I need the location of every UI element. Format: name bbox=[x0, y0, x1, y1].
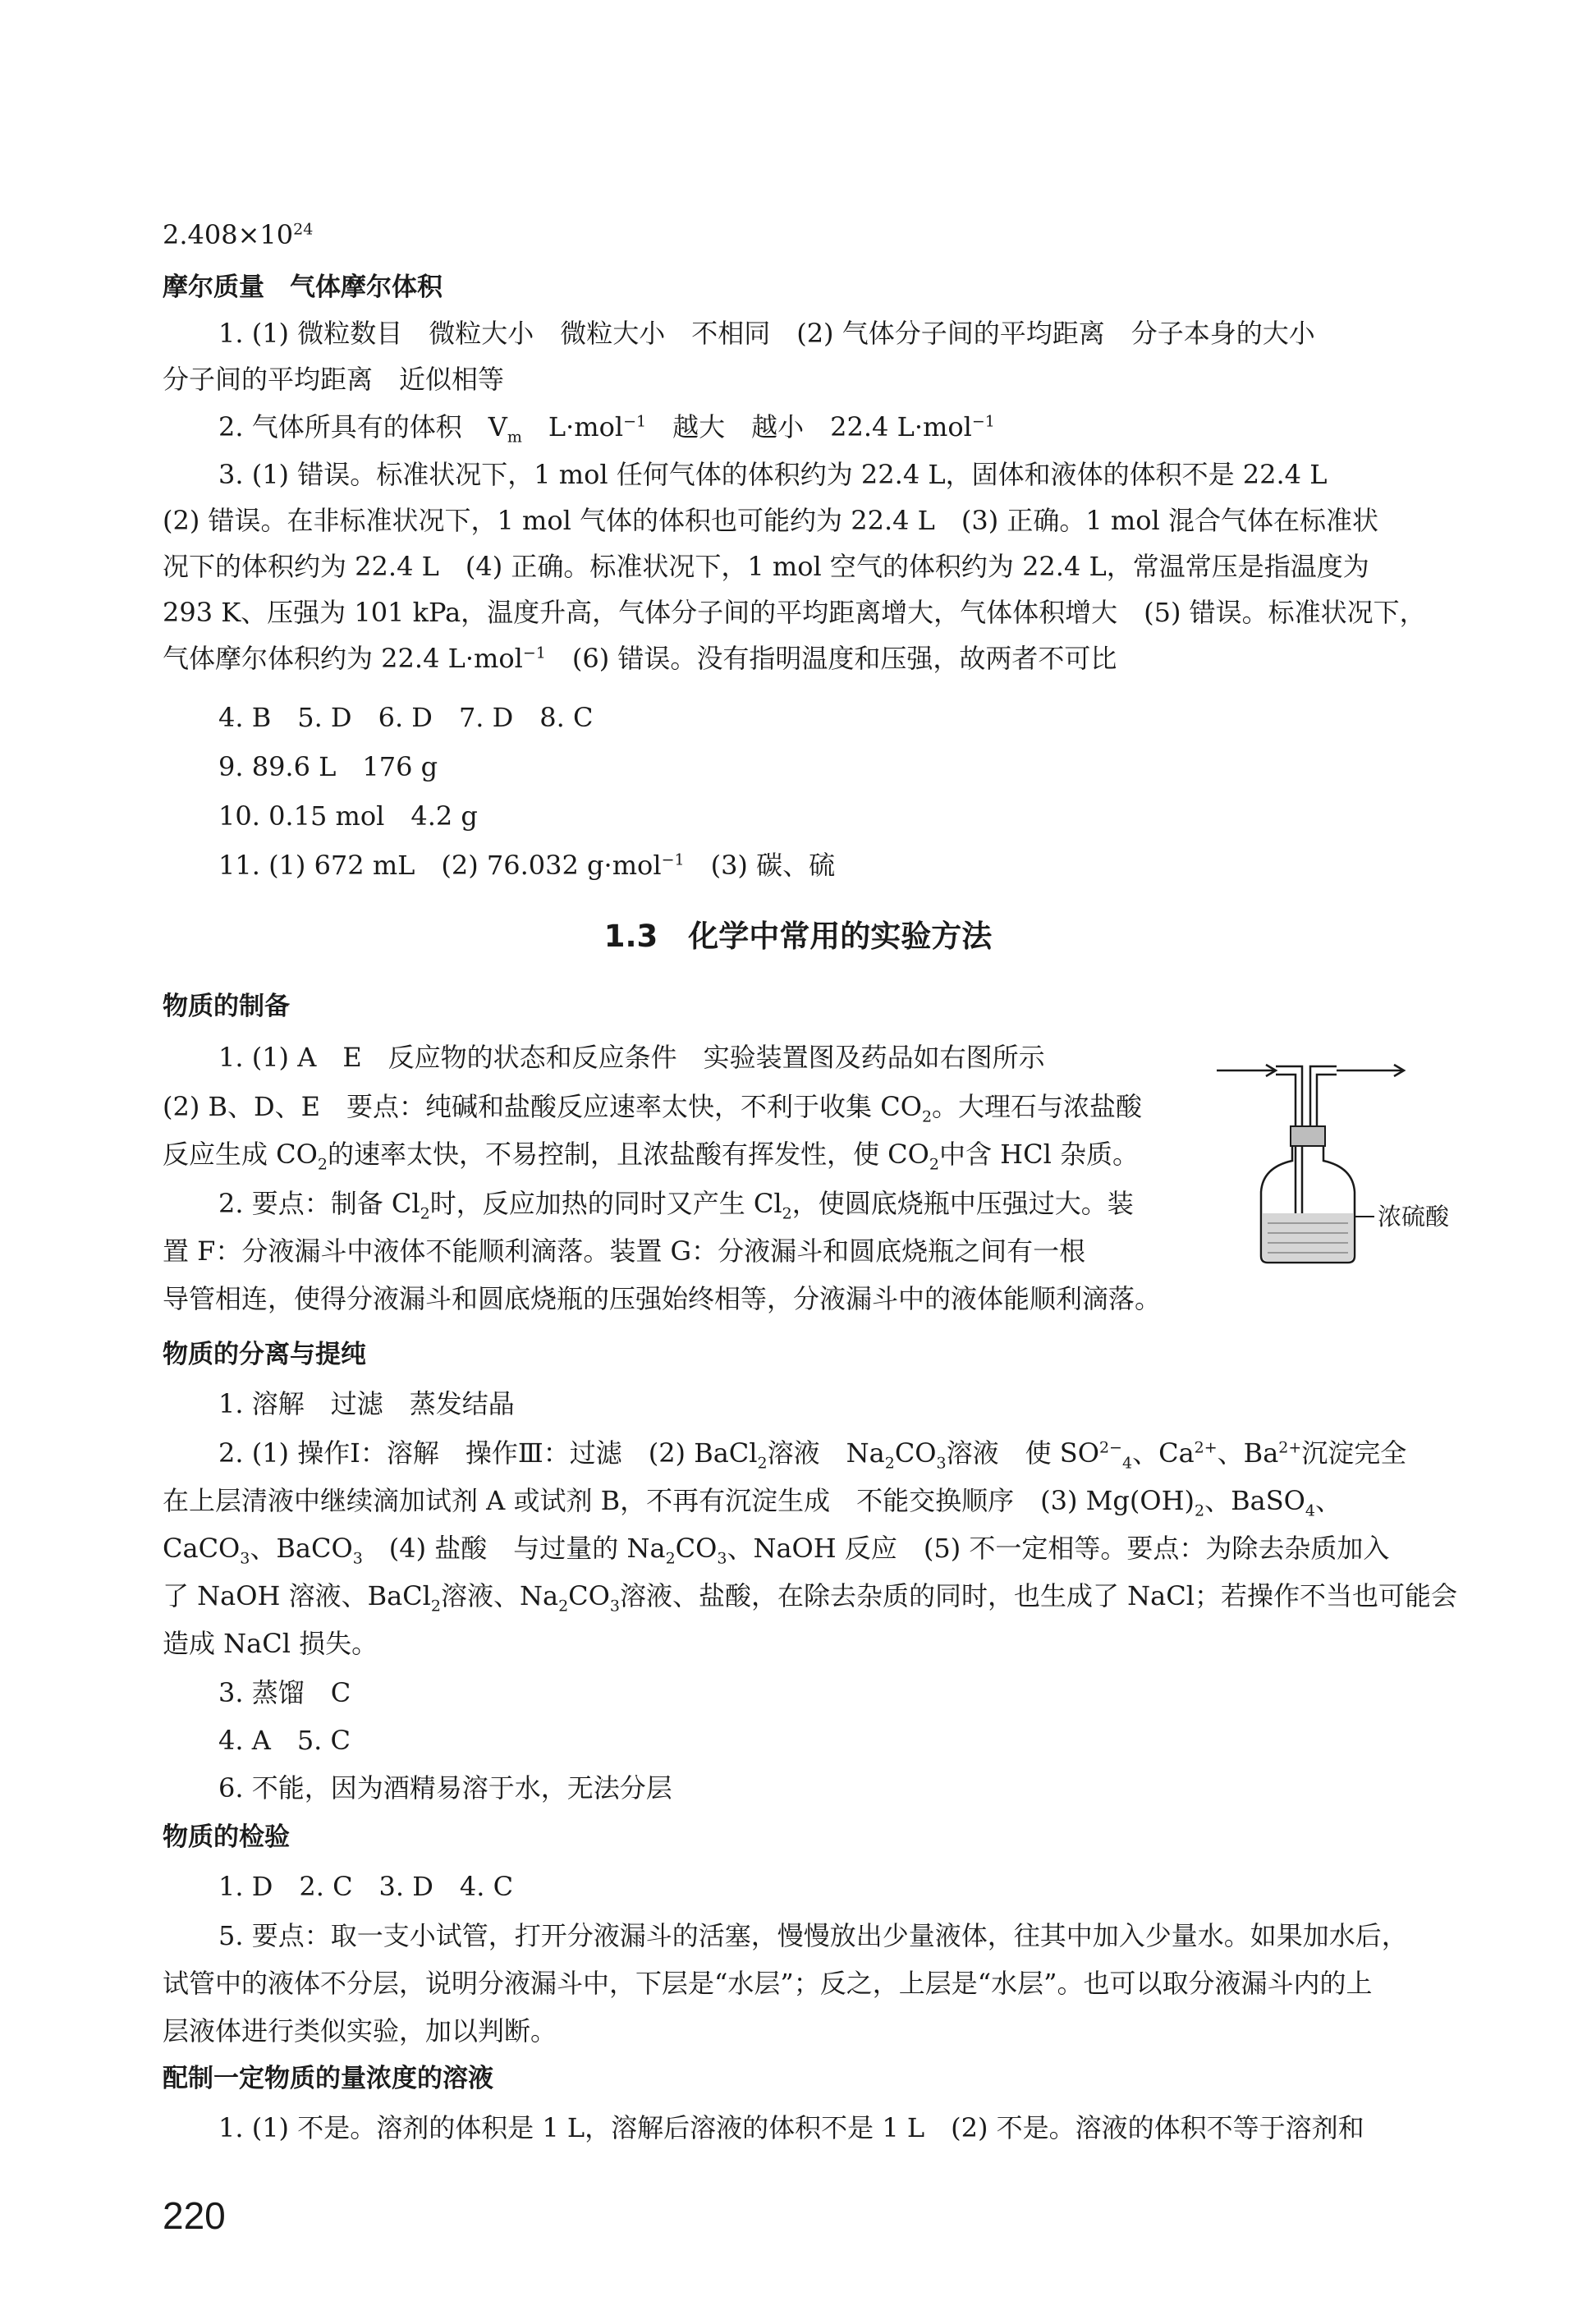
answer-1-line1: 1. (1) 微粒数目 微粒大小 微粒大小 不相同 (2) 气体分子间的平均距离 分子本身的大小 bbox=[218, 318, 1315, 349]
sep-answer-4-5: 4. A 5. C bbox=[218, 1725, 351, 1756]
sep-answer-2-line2: 在上层清液中继续滴加试剂 A 或试剂 B，不再有沉淀生成 不能交换顺序 (3) $Mg(OH)_2$、BaSO$_4$、 bbox=[163, 1485, 1341, 1520]
arrow-out bbox=[1337, 1065, 1404, 1076]
answer-10: 10. 0.15 mol 4.2 g bbox=[218, 800, 478, 832]
prep-line3: 反应生成 $CO_2$的速率太快，不易控制，且浓盐酸有挥发性，使 $CO_2$中含 HCl 杂质。 bbox=[163, 1139, 1139, 1174]
prep-line2: (2) B、D、E 要点：纯碱和盐酸反应速率太快，不利于收集 $CO_2$。大理石与浓盐酸 bbox=[163, 1091, 1143, 1126]
heading-separation: 物质的分离与提纯 bbox=[163, 1340, 366, 1369]
heading-preparation: 物质的制备 bbox=[163, 992, 290, 1021]
heading-solution: 配制一定物质的量浓度的溶液 bbox=[163, 2064, 493, 2093]
answer-9: 9. 89.6 L 176 g bbox=[218, 751, 438, 782]
prep-line6: 导管相连，使得分液漏斗和圆底烧瓶的压强始终相等，分液漏斗中的液体能顺利滴落。 bbox=[163, 1283, 1162, 1314]
sep-answer-2-line1: 2. (1) 操作Ⅰ：溶解 操作Ⅲ：过滤 (2) BaCl$_2$溶液 $Na_2CO_3$溶液 使 $SO^{2-}_4$、$Ca^{2+}$、$Ba^{2+}$沉淀完全 bbox=[218, 1437, 1407, 1473]
sep-answer-2-line4: 了 NaOH 溶液、BaCl$_2$溶液、$Na_2CO_3$溶液、盐酸，在除去杂质的同时，也生成了 NaCl；若操作不当也可能会 bbox=[163, 1580, 1457, 1616]
stopper bbox=[1291, 1126, 1325, 1146]
answer-3-line5: 气体摩尔体积约为 22.4 L·mol$^{-1}$ (6) 错误。没有指明温度和压强，故两者不可比 bbox=[163, 643, 1117, 674]
answer-11: 11. (1) 672 mL (2) 76.032 g·mol$^{-1}$ (3) 碳、硫 bbox=[218, 850, 836, 881]
test-answer-1-4: 1. D 2. C 3. D 4. C bbox=[218, 1871, 514, 1902]
gas-washing-bottle-figure bbox=[1213, 1052, 1476, 1274]
sep-answer-2-line5: 造成 NaCl 损失。 bbox=[163, 1628, 378, 1659]
answer-4-8: 4. B 5. D 6. D 7. D 8. C bbox=[218, 702, 594, 733]
heading-testing: 物质的检验 bbox=[163, 1822, 290, 1852]
test-answer-5-line2: 试管中的液体不分层，说明分液漏斗中，下层是“水层”；反之，上层是“水层”。也可以取分液漏斗内的上 bbox=[163, 1968, 1373, 1999]
answer-3-line1: 3. (1) 错误。标准状况下，1 mol 任何气体的体积约为 22.4 L，固体和液体的体积不是 22.4 L bbox=[218, 459, 1328, 490]
prep-line4: 2. 要点：制备 $Cl_2$时，反应加热的同时又产生 $Cl_2$，使圆底烧瓶中压强过大。装 bbox=[218, 1188, 1134, 1223]
heading-molar-mass: 摩尔质量 气体摩尔体积 bbox=[163, 273, 443, 302]
answer-3-line4: 293 K、压强为 101 kPa，温度升高，气体分子间的平均距离增大，气体体积增大 (5) 错误。标准状况下， bbox=[163, 597, 1426, 628]
figure-label: 浓硫酸 bbox=[1378, 1203, 1450, 1231]
answer-3-line2: (2) 错误。在非标准状况下，1 mol 气体的体积也可能约为 22.4 L (3) 正确。1 mol 混合气体在标准状 bbox=[163, 505, 1378, 536]
prep-line1: 1. (1) A E 反应物的状态和反应条件 实验装置图及药品如右图所示 bbox=[218, 1042, 1045, 1073]
answer-1-line2: 分子间的平均距离 近似相等 bbox=[163, 364, 505, 395]
sep-answer-2-line3: CaCO$_3$、BaCO$_3$ (4) 盐酸 与过量的 $Na_2CO_3$、NaOH 反应 (5) 不一定相等。要点：为除去杂质加入 bbox=[163, 1533, 1390, 1568]
test-answer-5-line3: 层液体进行类似实验，加以判断。 bbox=[163, 2015, 557, 2047]
liquid-acid bbox=[1263, 1213, 1353, 1261]
continued-answer: $2.408\times 10^{24}$ bbox=[163, 219, 314, 250]
answer-3-line3: 况下的体积约为 22.4 L (4) 正确。标准状况下，1 mol 空气的体积约为 22.4 L，常温常压是指温度为 bbox=[163, 551, 1369, 582]
section-title: 1.3 化学中常用的实验方法 bbox=[603, 919, 993, 954]
sep-answer-1: 1. 溶解 过滤 蒸发结晶 bbox=[218, 1388, 515, 1419]
sol-answer-1-line1: 1. (1) 不是。溶剂的体积是 1 L，溶解后溶液的体积不是 1 L (2) 不是。溶液的体积不等于溶剂和 bbox=[218, 2112, 1364, 2143]
arrow-in bbox=[1217, 1065, 1276, 1076]
sep-answer-6: 6. 不能，因为酒精易溶于水，无法分层 bbox=[218, 1772, 672, 1804]
page-number: 220 bbox=[163, 2194, 226, 2237]
test-answer-5-line1: 5. 要点：取一支小试管，打开分液漏斗的活塞，慢慢放出少量液体，往其中加入少量水。如果加水后， bbox=[218, 1920, 1408, 1951]
answer-2: 2. 气体所具有的体积 $V_m$ L·mol$^{-1}$ 越大 越小 22.4 L·mol$^{-1}$ bbox=[218, 411, 995, 447]
prep-line5: 置 F：分液漏斗中液体不能顺利滴落。装置 G：分液漏斗和圆底烧瓶之间有一根 bbox=[163, 1235, 1086, 1267]
sep-answer-3: 3. 蒸馏 C bbox=[218, 1677, 351, 1708]
